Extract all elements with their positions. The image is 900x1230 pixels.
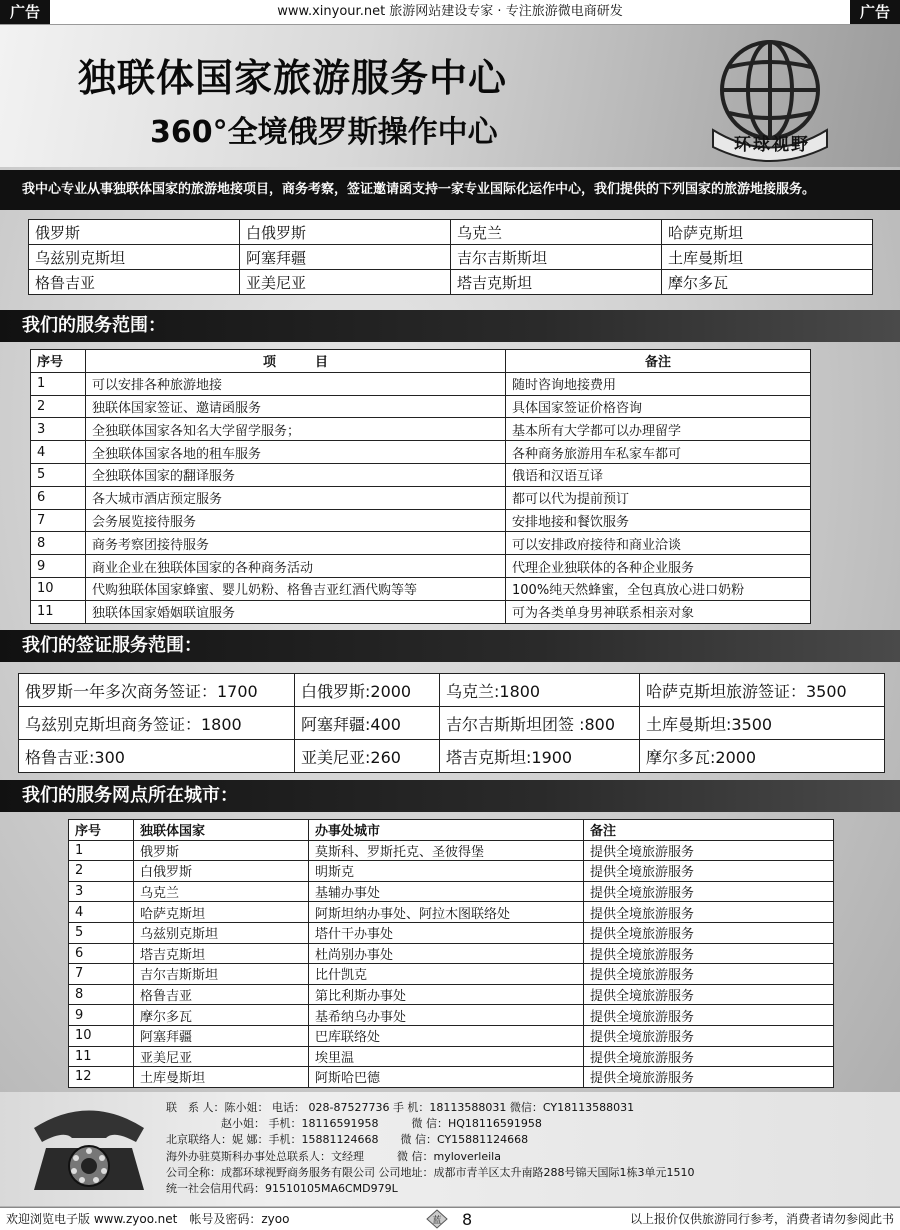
service-cell: 商业企业在独联体国家的各种商务活动 xyxy=(86,555,506,578)
column-header: 序号 xyxy=(69,820,134,841)
table-row xyxy=(31,486,811,509)
page-title: 独联体国家旅游服务中心 xyxy=(78,56,508,100)
city-cell: 提供全境旅游服务 xyxy=(584,984,834,1005)
visa-table xyxy=(18,673,885,773)
service-cell: 独联体国家婚姻联谊服务 xyxy=(86,600,506,623)
city-cell: 第比利斯办事处 xyxy=(309,984,584,1005)
city-cell: 7 xyxy=(69,964,134,985)
city-cell: 明斯克 xyxy=(309,861,584,882)
service-cell: 4 xyxy=(31,441,86,464)
country-cell: 塔吉克斯坦 xyxy=(451,270,662,295)
table-row xyxy=(29,270,873,295)
city-cell: 基辅办事处 xyxy=(309,881,584,902)
column-header: 备注 xyxy=(584,820,834,841)
city-cell: 巴库联络处 xyxy=(309,1025,584,1046)
city-cell: 埃里温 xyxy=(309,1046,584,1067)
service-cell: 基本所有大学都可以办理留学 xyxy=(506,418,811,441)
visa-heading: 我们的签证服务范围： xyxy=(0,630,900,662)
city-cell: 提供全境旅游服务 xyxy=(584,840,834,861)
service-cell: 独联体国家签证、邀请函服务 xyxy=(86,395,506,418)
city-cell: 提供全境旅游服务 xyxy=(584,943,834,964)
city-cell: 俄罗斯 xyxy=(134,840,309,861)
service-cell: 10 xyxy=(31,577,86,600)
city-cell: 10 xyxy=(69,1025,134,1046)
country-cell: 亚美尼亚 xyxy=(240,270,451,295)
service-cell: 可为各类单身男神联系相亲对象 xyxy=(506,600,811,623)
city-cell: 提供全境旅游服务 xyxy=(584,1005,834,1026)
service-cell: 代理企业独联体的各种企业服务 xyxy=(506,555,811,578)
intro-banner: 我中心专业从事独联体国家的旅游地接项目，商务考察，签证邀请函支持一家专业国际化运作中心，我们提供的下列国家的旅游地接服务。 xyxy=(0,170,900,210)
countries-table xyxy=(28,219,873,295)
page-number: 8 xyxy=(462,1210,473,1229)
service-cell: 俄语和汉语互译 xyxy=(506,463,811,486)
country-cell: 乌克兰 xyxy=(451,220,662,245)
contact-line: 赵小姐： 手机：18116591958 微 信：HQ18116591958 xyxy=(166,1117,542,1131)
service-cell: 全独联体国家各知名大学留学服务； xyxy=(86,418,506,441)
table-row xyxy=(31,509,811,532)
city-cell: 格鲁吉亚 xyxy=(134,984,309,1005)
city-cell: 3 xyxy=(69,881,134,902)
svg-text:蓝: 蓝 xyxy=(432,1216,442,1226)
city-cell: 提供全境旅游服务 xyxy=(584,1046,834,1067)
service-cell: 8 xyxy=(31,532,86,555)
table-row xyxy=(31,555,811,578)
contact-line: 北京联络人：妮 娜：手机：15881124668 微 信：CY15881124668 xyxy=(166,1133,529,1147)
contact-line: 海外办驻莫斯科办事处总联系人：文经理 微 信：myloverleila xyxy=(166,1149,501,1163)
cities-table xyxy=(68,819,834,1088)
country-cell: 摩尔多瓦 xyxy=(662,270,873,295)
service-cell: 2 xyxy=(31,395,86,418)
table-row xyxy=(31,441,811,464)
visa-price-cell: 格鲁吉亚:300 xyxy=(19,740,295,773)
city-cell: 提供全境旅游服务 xyxy=(584,1025,834,1046)
ad-label-left: 广告 xyxy=(0,0,50,24)
city-cell: 杜尚别办事处 xyxy=(309,943,584,964)
city-cell: 亚美尼亚 xyxy=(134,1046,309,1067)
service-cell: 安排地接和餐饮服务 xyxy=(506,509,811,532)
city-cell: 基希纳乌办事处 xyxy=(309,1005,584,1026)
contact-line: 联 系 人：陈小姐： 电话： 028-87527736 手 机：18113588031 微信：CY18113588031 xyxy=(166,1101,635,1114)
city-cell: 提供全境旅游服务 xyxy=(584,922,834,943)
service-cell: 6 xyxy=(31,486,86,509)
service-cell: 可以安排政府接待和商业洽谈 xyxy=(506,532,811,555)
table-row xyxy=(69,1005,834,1026)
table-row xyxy=(29,245,873,270)
telephone-icon xyxy=(24,1098,154,1198)
table-row xyxy=(69,840,834,861)
city-cell: 提供全境旅游服务 xyxy=(584,902,834,923)
city-cell: 比什凯克 xyxy=(309,964,584,985)
column-header: 独联体国家 xyxy=(134,820,309,841)
logo-text: 环球视野 xyxy=(734,135,810,155)
service-cell: 9 xyxy=(31,555,86,578)
city-cell: 土库曼斯坦 xyxy=(134,1067,309,1088)
top-ad-bar xyxy=(0,0,900,25)
service-cell: 代购独联体国家蜂蜜、婴儿奶粉、格鲁吉亚红酒代购等等 xyxy=(86,577,506,600)
service-cell: 全独联体国家的翻译服务 xyxy=(86,463,506,486)
city-cell: 莫斯科、罗斯托克、圣彼得堡 xyxy=(309,840,584,861)
city-cell: 提供全境旅游服务 xyxy=(584,964,834,985)
city-cell: 阿斯哈巴德 xyxy=(309,1067,584,1088)
city-cell: 1 xyxy=(69,840,134,861)
service-cell: 随时咨询地接费用 xyxy=(506,372,811,395)
city-cell: 提供全境旅游服务 xyxy=(584,881,834,902)
table-row xyxy=(69,881,834,902)
footer-left-text[interactable]: 欢迎浏览电子版 www.zyoo.net 帐号及密码：zyoo xyxy=(6,1212,290,1226)
visa-price-cell: 俄罗斯一年多次商务签证：1700 xyxy=(19,674,295,707)
visa-price-cell: 摩尔多瓦:2000 xyxy=(640,740,885,773)
table-row xyxy=(69,922,834,943)
table-row xyxy=(31,532,811,555)
service-cell: 7 xyxy=(31,509,86,532)
country-cell: 格鲁吉亚 xyxy=(29,270,240,295)
visa-price-cell: 塔吉克斯坦:1900 xyxy=(440,740,640,773)
table-row xyxy=(31,395,811,418)
table-row xyxy=(69,902,834,923)
table-row xyxy=(69,1067,834,1088)
service-cell: 具体国家签证价格咨询 xyxy=(506,395,811,418)
city-cell: 哈萨克斯坦 xyxy=(134,902,309,923)
service-cell: 商务考察团接待服务 xyxy=(86,532,506,555)
city-cell: 12 xyxy=(69,1067,134,1088)
header xyxy=(0,25,900,167)
city-cell: 5 xyxy=(69,922,134,943)
contact-section xyxy=(0,1092,900,1206)
contact-lines xyxy=(166,1100,694,1197)
city-cell: 8 xyxy=(69,984,134,1005)
footer-right-text: 以上报价仅供旅游同行参考，消费者请勿参阅此书 xyxy=(629,1212,894,1226)
top-ad-text[interactable]: www.xinyour.net 旅游网站建设专家 · 专注旅游微电商研发 xyxy=(277,4,623,19)
column-header: 序号 xyxy=(31,350,86,373)
ad-label-right: 广告 xyxy=(850,0,900,24)
visa-price-cell: 乌克兰:1800 xyxy=(440,674,640,707)
table-row xyxy=(31,418,811,441)
service-cell: 11 xyxy=(31,600,86,623)
table-row xyxy=(69,1046,834,1067)
footer xyxy=(0,1207,900,1230)
service-cell: 各大城市酒店预定服务 xyxy=(86,486,506,509)
column-header: 办事处城市 xyxy=(309,820,584,841)
service-cell: 各种商务旅游用车私家车都可 xyxy=(506,441,811,464)
city-cell: 阿斯坦纳办事处、阿拉木图联络处 xyxy=(309,902,584,923)
table-row xyxy=(19,740,885,773)
page-subtitle: 360°全境俄罗斯操作中心 xyxy=(150,115,498,150)
table-row xyxy=(31,463,811,486)
country-cell: 白俄罗斯 xyxy=(240,220,451,245)
service-cell: 1 xyxy=(31,372,86,395)
city-cell: 乌兹别克斯坦 xyxy=(134,922,309,943)
table-row xyxy=(29,220,873,245)
city-cell: 6 xyxy=(69,943,134,964)
cities-heading: 我们的服务网点所在城市： xyxy=(0,780,900,812)
city-cell: 11 xyxy=(69,1046,134,1067)
city-cell: 4 xyxy=(69,902,134,923)
country-cell: 俄罗斯 xyxy=(29,220,240,245)
visa-price-cell: 吉尔吉斯斯坦团签 :800 xyxy=(440,707,640,740)
visa-price-cell: 哈萨克斯坦旅游签证：3500 xyxy=(640,674,885,707)
table-row xyxy=(69,943,834,964)
service-cell: 都可以代为提前预订 xyxy=(506,486,811,509)
table-row xyxy=(19,674,885,707)
contact-line: 统一社会信用代码：91510105MA6CMD979L xyxy=(166,1182,398,1196)
visa-price-cell: 乌兹别克斯坦商务签证：1800 xyxy=(19,707,295,740)
visa-price-cell: 阿塞拜疆:400 xyxy=(295,707,440,740)
contact-line: 公司全称：成都环球视野商务服务有限公司 公司地址：成都市青羊区太升南路288号锦天国际1栋3单元1510 xyxy=(166,1165,695,1179)
city-cell: 阿塞拜疆 xyxy=(134,1025,309,1046)
table-row xyxy=(31,577,811,600)
table-row xyxy=(31,600,811,623)
service-cell: 会务展览接待服务 xyxy=(86,509,506,532)
city-cell: 塔什干办事处 xyxy=(309,922,584,943)
city-cell: 提供全境旅游服务 xyxy=(584,1067,834,1088)
visa-price-cell: 亚美尼亚:260 xyxy=(295,740,440,773)
services-heading: 我们的服务范围： xyxy=(0,310,900,342)
city-cell: 白俄罗斯 xyxy=(134,861,309,882)
column-header: 项 目 xyxy=(86,350,506,373)
service-cell: 3 xyxy=(31,418,86,441)
city-cell: 吉尔吉斯斯坦 xyxy=(134,964,309,985)
table-row xyxy=(31,372,811,395)
table-row xyxy=(69,1025,834,1046)
country-cell: 乌兹别克斯坦 xyxy=(29,245,240,270)
service-cell: 全独联体国家各地的租车服务 xyxy=(86,441,506,464)
city-cell: 塔吉克斯坦 xyxy=(134,943,309,964)
city-cell: 摩尔多瓦 xyxy=(134,1005,309,1026)
service-cell: 100%纯天然蜂蜜，全包真放心进口奶粉 xyxy=(506,577,811,600)
visa-price-cell: 土库曼斯坦:3500 xyxy=(640,707,885,740)
table-row xyxy=(19,707,885,740)
country-cell: 吉尔吉斯斯坦 xyxy=(451,245,662,270)
city-cell: 提供全境旅游服务 xyxy=(584,861,834,882)
table-row xyxy=(69,861,834,882)
city-cell: 乌克兰 xyxy=(134,881,309,902)
column-header: 备注 xyxy=(506,350,811,373)
table-row xyxy=(69,964,834,985)
country-cell: 土库曼斯坦 xyxy=(662,245,873,270)
table-row xyxy=(69,984,834,1005)
services-table xyxy=(30,349,811,624)
visa-price-cell: 白俄罗斯:2000 xyxy=(295,674,440,707)
city-cell: 2 xyxy=(69,861,134,882)
city-cell: 9 xyxy=(69,1005,134,1026)
country-cell: 阿塞拜疆 xyxy=(240,245,451,270)
page-badge-icon xyxy=(426,1209,448,1229)
country-cell: 哈萨克斯坦 xyxy=(662,220,873,245)
service-cell: 5 xyxy=(31,463,86,486)
service-cell: 可以安排各种旅游地接 xyxy=(86,372,506,395)
